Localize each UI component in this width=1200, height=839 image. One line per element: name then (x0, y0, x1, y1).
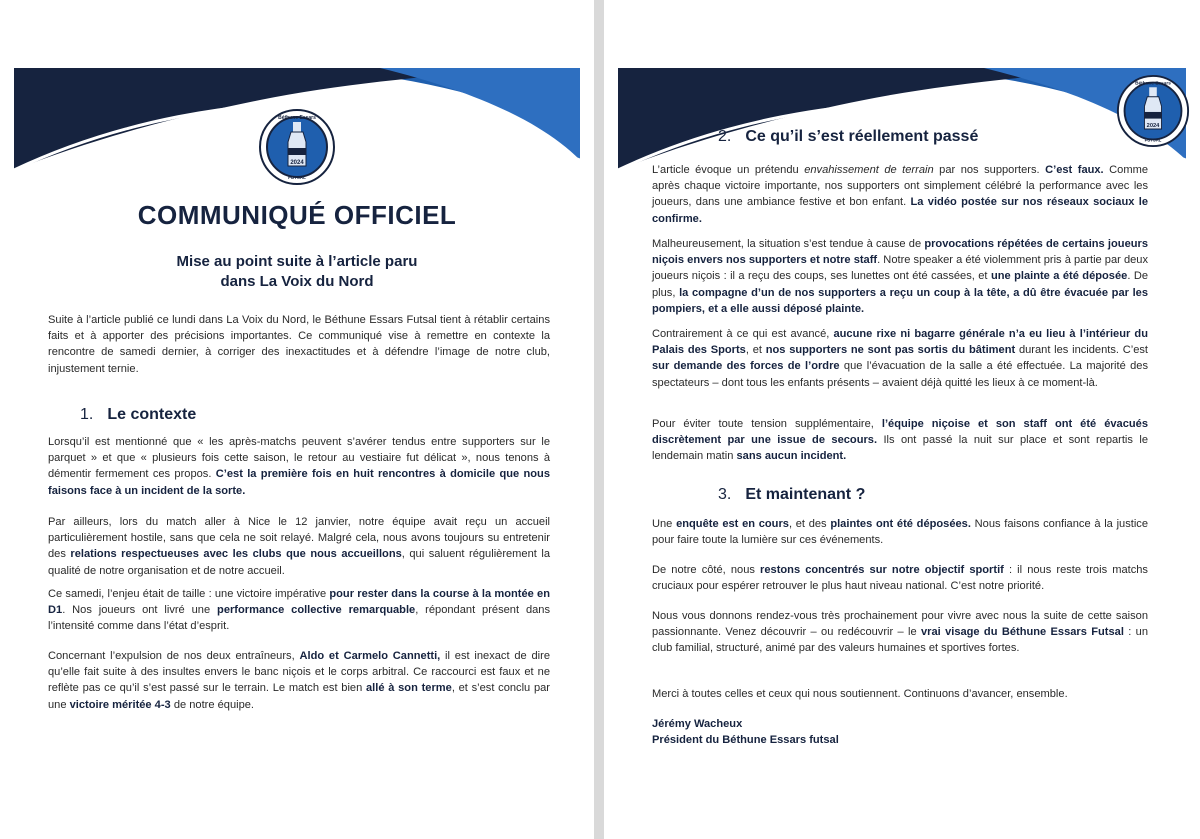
document-page-2 (604, 0, 1200, 839)
context-paragraph-3 (48, 586, 550, 635)
bold-text-run: enquête est en cours (676, 518, 789, 530)
text-run: Lorsqu’il est mentionné que « les après-matchs peuvent s’avérer tendus entre supporters sur le parquet » et que « plusieurs fois cette saison, le retour au vestiaire fut délicat », nous tenons à démentir fermement ces propos. (48, 436, 550, 481)
text-run: Merci à toutes celles et ceux qui nous soutiennent. Continuons d’avancer, ensemble. (652, 688, 1068, 700)
text-run: de notre équipe. (170, 698, 255, 711)
section-title: Ce qu’il s’est réellement passé (745, 128, 979, 145)
bold-text-run: performance collective remarquable (217, 604, 416, 617)
text-run: Pour éviter toute tension supplémentaire, (652, 418, 882, 430)
text-run: durant les incidents. C’est (1015, 344, 1149, 357)
text-run: Ce samedi, l’enjeu était de taille : une victoire impérative (48, 588, 330, 600)
bold-text-run: C’est la première fois en huit rencontres à domicile que nous faisons face à un incident de la sorte. (48, 468, 550, 497)
text-run: par nos supporters. (933, 164, 1046, 176)
text-run: L’article évoque un prétendu (652, 164, 805, 176)
crest-sport: FUTSAL (288, 175, 306, 180)
section-title: Le contexte (107, 406, 197, 423)
section-heading-now (718, 486, 865, 504)
text-run: Concernant l’expulsion de nos deux entraîneurs, (48, 650, 300, 662)
document-subtitle (0, 252, 594, 292)
signature-role: Président du Béthune Essars futsal (652, 734, 839, 746)
text-run: Ils ont passé la nuit sur place et sont repartis le lendemain matin (652, 434, 1148, 463)
bold-text-run: victoire méritée 4-3 (69, 698, 171, 711)
subtitle-line-2: dans La Voix du Nord (220, 273, 374, 290)
section-heading-what-happened (718, 128, 978, 146)
text-run: Une (652, 518, 677, 530)
now-paragraph-4 (652, 686, 1148, 702)
bold-text-run: La vidéo postée sur nos réseaux sociaux le confirme. (652, 196, 1149, 225)
bold-text-run: nos supporters ne sont pas sortis du bâtiment (765, 344, 1016, 357)
bold-text-run: C’est faux. (1045, 164, 1104, 176)
bold-text-run: sur demande des forces de l’ordre (652, 360, 840, 373)
text-run: Comme après chaque victoire importante, nos supporters ont simplement célébré la performance avec les joueurs, dans une ambiance festive et bon enfant. (652, 164, 1149, 209)
context-paragraph-2 (48, 514, 550, 579)
now-paragraph-2 (652, 562, 1148, 594)
crest-year: 2024 (290, 160, 304, 166)
bold-text-run: pour rester dans la course à la montée en D1 (48, 588, 550, 617)
now-paragraph-3 (652, 608, 1148, 657)
context-paragraph-4 (48, 648, 550, 713)
text-run: , et (745, 344, 766, 357)
signature-block (652, 716, 839, 748)
club-crest (1116, 74, 1190, 148)
text-run: Contrairement à ce qui est avancé, (652, 328, 834, 340)
italic-text-run: envahissement de terrain (804, 164, 934, 176)
context-paragraph-1 (48, 434, 550, 499)
text-run: Par ailleurs, lors du match aller à Nice le 12 janvier, notre équipe avait reçu un accueil particulièrement hostile, sans que cela ne soit relayé. Malgré cela, nous avons toujours su entretenir des (48, 516, 550, 561)
bold-text-run: relations respectueuses avec les clubs que nous accueillons (70, 548, 402, 561)
bold-text-run: aucune rixe ni bagarre générale n’a eu lieu à l’intérieur du Palais des Sports (652, 328, 1148, 357)
crest-year: 2024 (1146, 123, 1160, 130)
happened-paragraph-1 (652, 162, 1148, 227)
crest-club-text: Béthune Essars (278, 115, 316, 121)
section-number: 1. (80, 406, 94, 423)
bold-text-run: Aldo et Carmelo Cannetti, (299, 650, 441, 662)
section-title: Et maintenant ? (745, 486, 866, 503)
happened-paragraph-2 (652, 236, 1148, 317)
happened-paragraph-3 (652, 326, 1148, 391)
signature-name: Jérémy Wacheux (652, 718, 743, 730)
bold-text-run: allé à son terme (366, 682, 452, 695)
text-run: il est inexact de dire qu’elle fait suite à des insultes envers le banc niçois et le corps arbitral. Ce raccourci est faux et ne reflète pas ce qu’il s’est passé sur le terrain. Le match est bien (48, 650, 550, 695)
text-run: . Nos joueurs ont livré une (62, 604, 218, 617)
bold-text-run: la compagne d’un de nos supporters a reçu un coup à la tête, a dû être évacuée par les pompiers, et a elle aussi déposé plainte. (652, 286, 1149, 315)
section-heading-context (80, 406, 196, 424)
bold-text-run: plaintes ont été déposées. (830, 518, 971, 530)
text-run: . De plus, (652, 270, 1148, 299)
bold-text-run: l’équipe niçoise et son staff ont été évacués discrètement par une issue de secours. (652, 418, 1148, 447)
text-run: , répondant présent dans l’intensité comme dans l’état d’esprit. (48, 604, 550, 633)
text-run: , et s’est conclu par une (48, 682, 550, 711)
text-run: Suite à l’article publié ce lundi dans La Voix du Nord, le Béthune Essars Futsal tient à rétablir certains faits et à apporter des précisions importantes. Ce communiqué vise à remettre en contexte la rencontre de samedi dernier, à corriger des inexactitudes et à défendre l’image de notre club, injustement ternie. (48, 314, 550, 375)
text-run: : il nous reste trois matchs cruciaux pour espérer retrouver le plus haut niveau national. C’est notre priorité. (652, 564, 1148, 593)
text-run: : un club familial, structuré, animé par des valeurs humaines et sportives fortes. (652, 626, 1149, 655)
now-paragraph-1 (652, 516, 1148, 548)
bold-text-run: provocations répétées de certains joueurs niçois envers nos supporters et notre staff (652, 238, 1148, 267)
section-number: 3. (718, 486, 732, 503)
text-run: Nous faisons confiance à la justice pour faire toute la lumière sur ces événements. (652, 518, 1149, 547)
text-run: , et des (788, 518, 831, 530)
bold-text-run: restons concentrés sur notre objectif sportif (760, 564, 1004, 576)
bold-text-run: vrai visage du Béthune Essars Futsal (921, 626, 1124, 639)
text-run: . Notre speaker a été violemment pris à partie par deux joueurs niçois : il a reçu des coups, ses lunettes ont été cassées, et (652, 254, 1148, 283)
crest-sport: FUTSAL (1144, 137, 1162, 143)
text-run: De notre côté, nous (652, 564, 761, 576)
document-title: COMMUNIQUÉ OFFICIEL (137, 200, 457, 230)
text-run: Nous vous donnons rendez-vous très prochainement pour vivre avec nous la suite de cette saison passionnante. Venez découvrir – ou redécouvrir – le (652, 610, 1148, 639)
subtitle-line-1: Mise au point suite à l’article paru (176, 253, 418, 270)
text-run: Malheureusement, la situation s’est tendue à cause de (652, 238, 925, 250)
section-number: 2. (718, 128, 732, 145)
happened-paragraph-4 (652, 416, 1148, 465)
document-page-1 (0, 0, 594, 839)
text-run: que l’évacuation de la salle a été effectuée. La majorité des spectateurs – dont tous les enfants présents – avaient déjà quitté les lieux à ce moment-là. (652, 360, 1149, 389)
text-run: , qui saluent régulièrement la qualité de notre organisation et de notre accueil. (48, 548, 551, 577)
crest-club-text: Béthune Essars (1135, 81, 1171, 87)
intro-paragraph (48, 312, 550, 377)
club-crest (258, 108, 336, 186)
bold-text-run: sans aucun incident. (736, 450, 847, 463)
bold-text-run: une plainte a été déposée (990, 270, 1128, 283)
